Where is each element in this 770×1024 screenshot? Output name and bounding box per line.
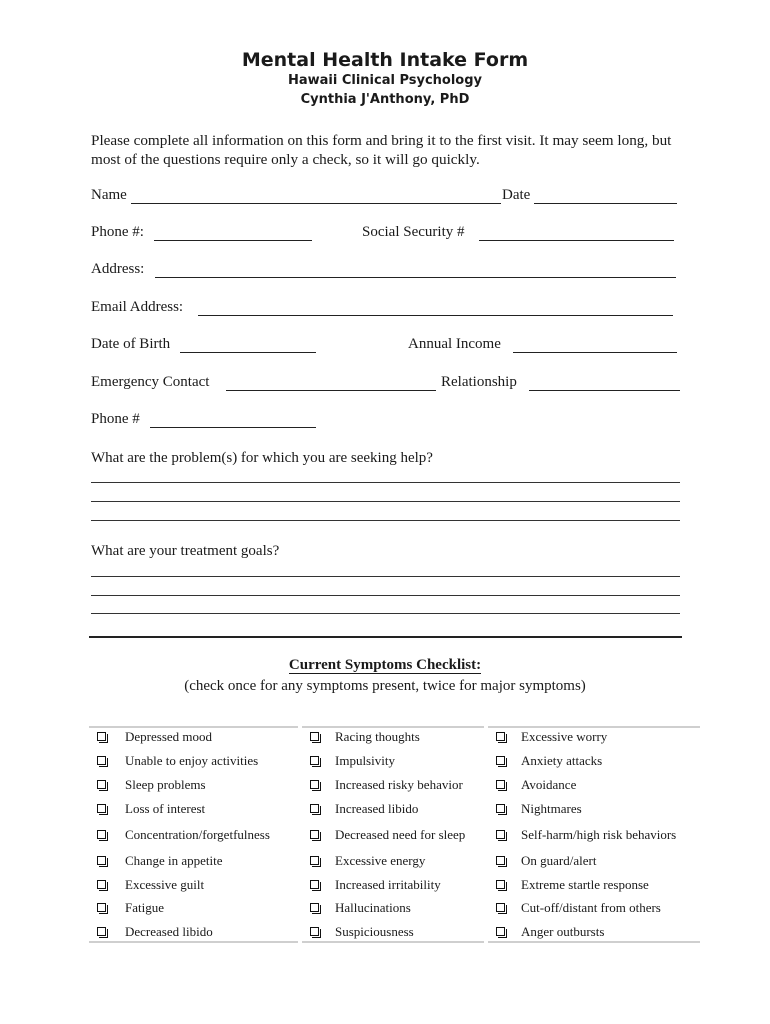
symptom-checkbox[interactable] — [310, 830, 319, 839]
emergency-contact-label: Emergency Contact — [91, 374, 210, 390]
symptom-label: Excessive guilt — [125, 877, 205, 892]
emergency-contact-field[interactable] — [226, 390, 436, 391]
symptom-label: On guard/alert — [521, 853, 597, 868]
symptom-label: Increased risky behavior — [335, 777, 463, 792]
column-rule — [89, 726, 298, 728]
emergency-phone-field[interactable] — [150, 427, 316, 428]
symptom-label: Avoidance — [521, 777, 577, 792]
goals-answer-line[interactable] — [91, 613, 680, 614]
symptom-label: Change in appetite — [125, 853, 223, 868]
email-field[interactable] — [198, 315, 673, 316]
symptom-checkbox[interactable] — [310, 732, 319, 741]
symptom-checkbox[interactable] — [310, 756, 319, 765]
ssn-label: Social Security # — [362, 224, 465, 240]
problems-answer-line[interactable] — [91, 482, 680, 483]
name-field[interactable] — [131, 203, 501, 204]
phone-label: Phone #: — [91, 224, 144, 240]
column-rule — [488, 726, 700, 728]
goals-question: What are your treatment goals? — [91, 543, 280, 559]
symptom-label: Decreased need for sleep — [335, 827, 466, 842]
symptom-label: Impulsivity — [335, 753, 395, 768]
symptom-checkbox[interactable] — [97, 880, 106, 889]
phone-field[interactable] — [154, 240, 312, 241]
symptom-checkbox[interactable] — [310, 804, 319, 813]
symptom-label: Concentration/forgetfulness — [125, 827, 270, 842]
relationship-field[interactable] — [529, 390, 680, 391]
dob-field[interactable] — [180, 352, 316, 353]
problems-answer-line[interactable] — [91, 520, 680, 521]
symptom-label: Increased libido — [335, 801, 419, 816]
dob-label: Date of Birth — [91, 336, 171, 352]
symptom-label: Fatigue — [125, 900, 164, 915]
symptom-label: Loss of interest — [125, 801, 206, 816]
symptom-checkbox[interactable] — [310, 880, 319, 889]
symptom-checkbox[interactable] — [496, 756, 505, 765]
intro-paragraph: Please complete all information on this form and bring it to the first visit. It may seem long, but most of the questions require only a check, so it will go quickly. — [91, 132, 672, 168]
organization-name: Hawaii Clinical Psychology — [287, 73, 483, 88]
income-field[interactable] — [513, 352, 677, 353]
symptom-checkbox[interactable] — [97, 927, 106, 936]
date-field[interactable] — [534, 203, 677, 204]
symptom-checkbox[interactable] — [310, 903, 319, 912]
address-label: Address: — [91, 261, 145, 277]
symptom-label: Anger outbursts — [521, 924, 605, 939]
symptom-label: Suspiciousness — [335, 924, 414, 939]
symptom-checkbox[interactable] — [310, 927, 319, 936]
symptom-label: Racing thoughts — [335, 729, 420, 744]
symptom-checkbox[interactable] — [496, 903, 505, 912]
symptom-checkbox[interactable] — [97, 856, 106, 865]
problems-question: What are the problem(s) for which you are seeking help? — [91, 450, 433, 466]
checklist-title — [0, 657, 770, 674]
column-rule — [488, 941, 700, 943]
form-title: Mental Health Intake Form — [241, 49, 529, 71]
symptom-label: Increased irritability — [335, 877, 441, 892]
address-field[interactable] — [155, 277, 676, 278]
symptom-checkbox[interactable] — [496, 830, 505, 839]
column-rule — [302, 726, 484, 728]
symptom-checkbox[interactable] — [97, 732, 106, 741]
name-label: Name — [91, 187, 127, 203]
symptom-checkbox[interactable] — [310, 780, 319, 789]
goals-answer-line[interactable] — [91, 595, 680, 596]
symptom-checkbox[interactable] — [496, 927, 505, 936]
symptom-label: Unable to enjoy activities — [125, 753, 259, 768]
symptom-checkbox[interactable] — [97, 804, 106, 813]
emergency-phone-label: Phone # — [91, 411, 140, 427]
section-divider — [89, 636, 682, 638]
symptom-label: Decreased libido — [125, 924, 213, 939]
symptom-checkbox[interactable] — [496, 732, 505, 741]
symptom-checkbox[interactable] — [310, 856, 319, 865]
symptom-label: Nightmares — [521, 801, 582, 816]
symptom-label: Excessive energy — [335, 853, 426, 868]
symptom-label: Anxiety attacks — [521, 753, 603, 768]
symptom-label: Excessive worry — [521, 729, 608, 744]
symptom-checkbox[interactable] — [97, 903, 106, 912]
provider-name: Cynthia J'Anthony, PhD — [300, 92, 470, 107]
problems-answer-line[interactable] — [91, 501, 680, 502]
checklist-title-text: Current Symptoms Checklist: — [288, 657, 482, 673]
symptom-label: Depressed mood — [125, 729, 213, 744]
symptom-checkbox[interactable] — [496, 780, 505, 789]
checklist-subtitle: (check once for any symptoms present, twice for major symptoms) — [184, 678, 586, 694]
goals-answer-line[interactable] — [91, 576, 680, 577]
symptom-label: Sleep problems — [125, 777, 206, 792]
symptom-label: Extreme startle response — [521, 877, 649, 892]
symptom-checkbox[interactable] — [97, 756, 106, 765]
ssn-field[interactable] — [479, 240, 674, 241]
symptom-checkbox[interactable] — [97, 780, 106, 789]
symptom-label: Hallucinations — [335, 900, 411, 915]
column-rule — [89, 941, 298, 943]
symptom-checkbox[interactable] — [496, 804, 505, 813]
symptom-checkbox[interactable] — [97, 830, 106, 839]
symptom-label: Self-harm/high risk behaviors — [521, 827, 677, 842]
column-rule — [302, 941, 484, 943]
income-label: Annual Income — [408, 336, 501, 352]
relationship-label: Relationship — [441, 374, 517, 390]
date-label: Date — [502, 187, 531, 203]
email-label: Email Address: — [91, 299, 184, 315]
symptom-label: Cut-off/distant from others — [521, 900, 661, 915]
symptom-checkbox[interactable] — [496, 856, 505, 865]
symptom-checkbox[interactable] — [496, 880, 505, 889]
